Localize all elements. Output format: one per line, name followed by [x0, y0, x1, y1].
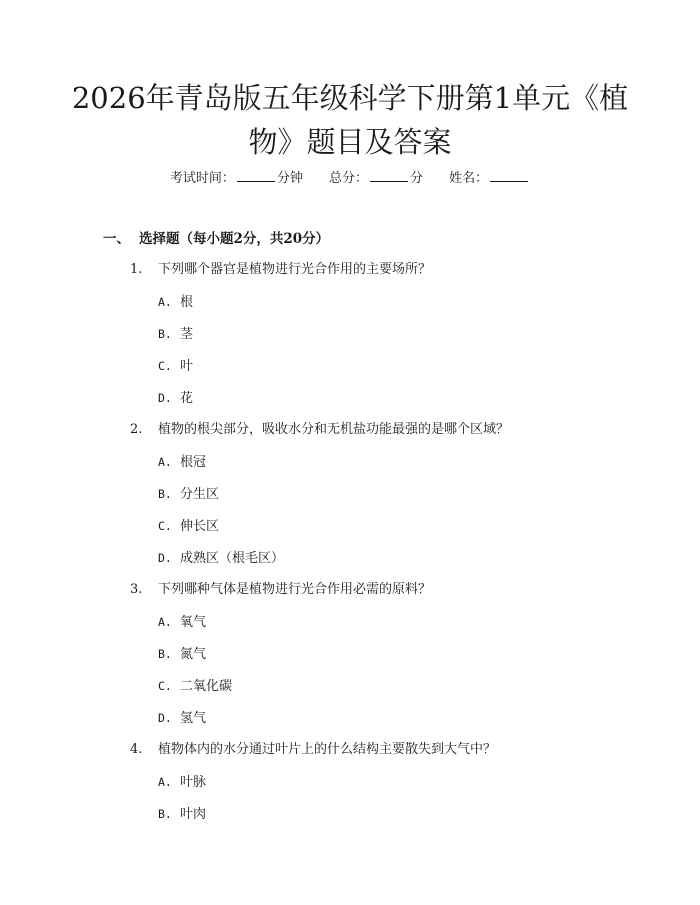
question-1-option-a	[158, 292, 193, 313]
option-text: 根	[180, 295, 194, 310]
question-number: 4.	[130, 742, 143, 757]
option-letter: C.	[158, 359, 172, 373]
option-letter: B.	[158, 487, 172, 501]
option-letter: D.	[158, 711, 172, 725]
question-text: 植物体内的水分通过叶片上的什么结构主要散失到大气中？	[158, 742, 497, 757]
option-letter: C.	[158, 679, 172, 693]
document-title	[70, 76, 630, 164]
option-text: 氧气	[180, 615, 207, 630]
option-letter: D.	[158, 551, 172, 565]
exam-info-line	[0, 168, 700, 189]
option-letter: A.	[158, 455, 172, 469]
question-3-option-c	[158, 676, 232, 697]
total-score-field	[329, 168, 423, 189]
question-4	[130, 740, 496, 760]
question-1-option-c	[158, 356, 193, 377]
exam-time-field	[170, 168, 303, 189]
question-1-option-b	[158, 324, 193, 345]
option-text: 叶脉	[180, 775, 207, 790]
option-letter: B.	[158, 807, 172, 821]
question-2-option-d	[158, 548, 284, 569]
question-3	[130, 580, 431, 600]
question-text: 植物的根尖部分，吸收水分和无机盐功能最强的是哪个区域？	[158, 422, 510, 437]
option-text: 分生区	[180, 487, 220, 502]
option-text: 根冠	[180, 455, 207, 470]
exam-time-label: 考试时间：	[169, 171, 235, 186]
section-heading	[103, 229, 329, 249]
question-1-option-d	[158, 388, 193, 409]
option-text: 茎	[180, 327, 194, 342]
title-line-1: 2026年青岛版五年级科学下册第1单元《植	[71, 81, 629, 115]
student-name-field	[449, 168, 530, 189]
option-text: 氮气	[180, 647, 207, 662]
option-text: 氢气	[180, 711, 207, 726]
section-number: 一、	[103, 231, 130, 247]
option-text: 成熟区（根毛区）	[180, 551, 285, 566]
question-3-option-b	[158, 644, 206, 665]
exam-time-blank	[237, 168, 275, 182]
student-name-blank	[490, 168, 528, 182]
title-line-2: 物》题目及答案	[248, 125, 452, 159]
section-title: 选择题（每小题2分，共20分）	[139, 231, 330, 247]
total-score-label: 总分：	[328, 171, 368, 186]
question-4-option-b	[158, 804, 206, 825]
option-text: 叶肉	[180, 807, 207, 822]
student-name-label: 姓名：	[449, 171, 489, 186]
option-text: 花	[180, 391, 194, 406]
option-letter: A.	[158, 775, 172, 789]
question-2-option-c	[158, 516, 219, 537]
question-number: 2.	[130, 422, 143, 437]
question-2-option-b	[158, 484, 219, 505]
question-text: 下列哪个器官是植物进行光合作用的主要场所？	[158, 262, 432, 277]
option-text: 伸长区	[180, 519, 220, 534]
option-letter: D.	[158, 391, 172, 405]
question-2	[130, 420, 509, 440]
exam-time-unit: 分钟	[276, 171, 303, 186]
option-text: 叶	[180, 359, 194, 374]
total-score-blank	[370, 168, 408, 182]
option-letter: C.	[158, 519, 172, 533]
option-letter: A.	[158, 295, 172, 309]
question-1	[130, 260, 431, 280]
option-letter: B.	[158, 327, 172, 341]
question-3-option-d	[158, 708, 206, 729]
option-text: 二氧化碳	[180, 679, 233, 694]
question-number: 1.	[130, 262, 143, 277]
question-number: 3.	[130, 582, 143, 597]
question-3-option-a	[158, 612, 206, 633]
question-2-option-a	[158, 452, 206, 473]
option-letter: A.	[158, 615, 172, 629]
question-text: 下列哪种气体是植物进行光合作用必需的原料？	[158, 582, 432, 597]
total-score-unit: 分	[410, 171, 424, 186]
option-letter: B.	[158, 647, 172, 661]
question-4-option-a	[158, 772, 206, 793]
